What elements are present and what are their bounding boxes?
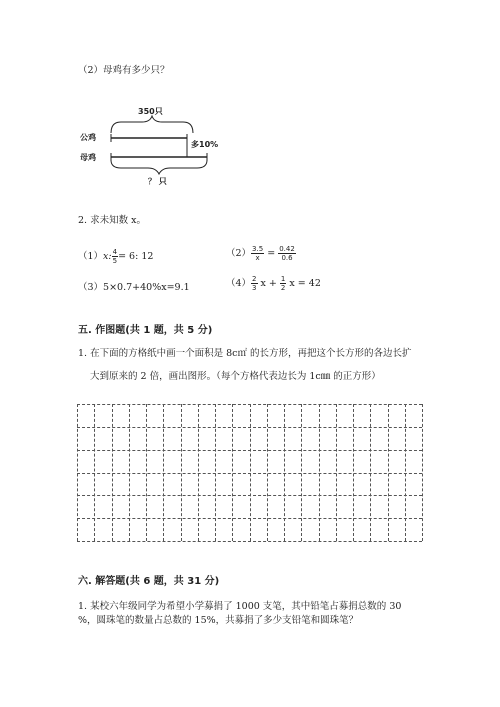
equation-3: （3）5×0.7+40%x=9.1	[78, 282, 190, 293]
eq2-prefix: （2）	[226, 248, 252, 259]
bottom-label: ？ 只	[148, 177, 167, 186]
equation-2	[226, 245, 296, 262]
grid-horizontal-line	[77, 473, 422, 474]
eq1-prefix: （1）	[78, 251, 104, 262]
eq2-fraction-left	[251, 245, 264, 262]
section-5-heading: 五. 作图题(共 1 题，共 5 分)	[78, 325, 213, 336]
section-6-heading: 六. 解答题(共 6 题，共 31 分)	[78, 576, 220, 587]
eq4-num1: 2	[252, 275, 257, 283]
equation-4	[226, 275, 321, 292]
question-2-title: 2. 求未知数 x。	[78, 215, 146, 226]
grid-horizontal-line	[77, 541, 422, 542]
square-grid-paper[interactable]	[77, 404, 422, 541]
eq1-num: 4	[112, 248, 118, 256]
section-5-q1-line1: 1. 在下面的方格纸中画一个面积是 8c㎡ 的长方形，再把这个长方形的各边长扩	[78, 348, 412, 359]
eq4-mid: x +	[260, 278, 277, 289]
diagram-lines	[0, 0, 500, 200]
section-6-q1-line2: %，圆珠笔的数量占总数的 15%，共募捐了多少支铅笔和圆珠笔？	[78, 615, 359, 626]
grid-horizontal-line	[77, 427, 422, 428]
equation-1	[78, 248, 153, 265]
eq4-den2: 2	[280, 284, 286, 292]
eq1-den: 5	[112, 257, 118, 265]
eq4-rest: x = 42	[289, 278, 321, 289]
eq2-fraction-right	[278, 245, 296, 262]
eq4-prefix: （4）	[226, 278, 252, 289]
grid-vertical-line	[422, 404, 423, 541]
eq4-fraction-2	[280, 275, 286, 292]
eq2-num2: 0.42	[279, 245, 295, 253]
top-label: 350只	[138, 107, 163, 116]
grid-horizontal-line	[77, 450, 422, 451]
grid-horizontal-line	[77, 495, 422, 496]
eq4-num2: 1	[280, 275, 286, 283]
eq4-fraction-1	[251, 275, 257, 292]
subquestion-2: （2）母鸡有多少只？	[78, 65, 170, 76]
more-label: 多10%	[191, 140, 219, 149]
eq1-rest: = 6: 12	[118, 251, 154, 262]
eq2-den1: x	[255, 254, 260, 262]
grid-horizontal-line	[77, 404, 422, 405]
rooster-label: 公鸡	[80, 133, 96, 142]
hen-label: 母鸡	[80, 153, 96, 162]
eq2-num1: 3.5	[252, 245, 264, 253]
section-6-q1-line1: 1. 某校六年级同学为希望小学募捐了 1000 支笔，其中铅笔占募捐总数的 30	[78, 601, 402, 612]
eq1-x: x:	[103, 251, 112, 262]
grid-horizontal-line	[77, 518, 422, 519]
eq4-den1: 3	[252, 284, 257, 292]
eq2-equals: =	[267, 248, 276, 259]
section-5-q1-line2: 大到原来的 2 倍，画出图形。（每个方格代表边长为 1c㎜ 的正方形）	[90, 371, 381, 382]
eq2-den2: 0.6	[281, 254, 293, 262]
